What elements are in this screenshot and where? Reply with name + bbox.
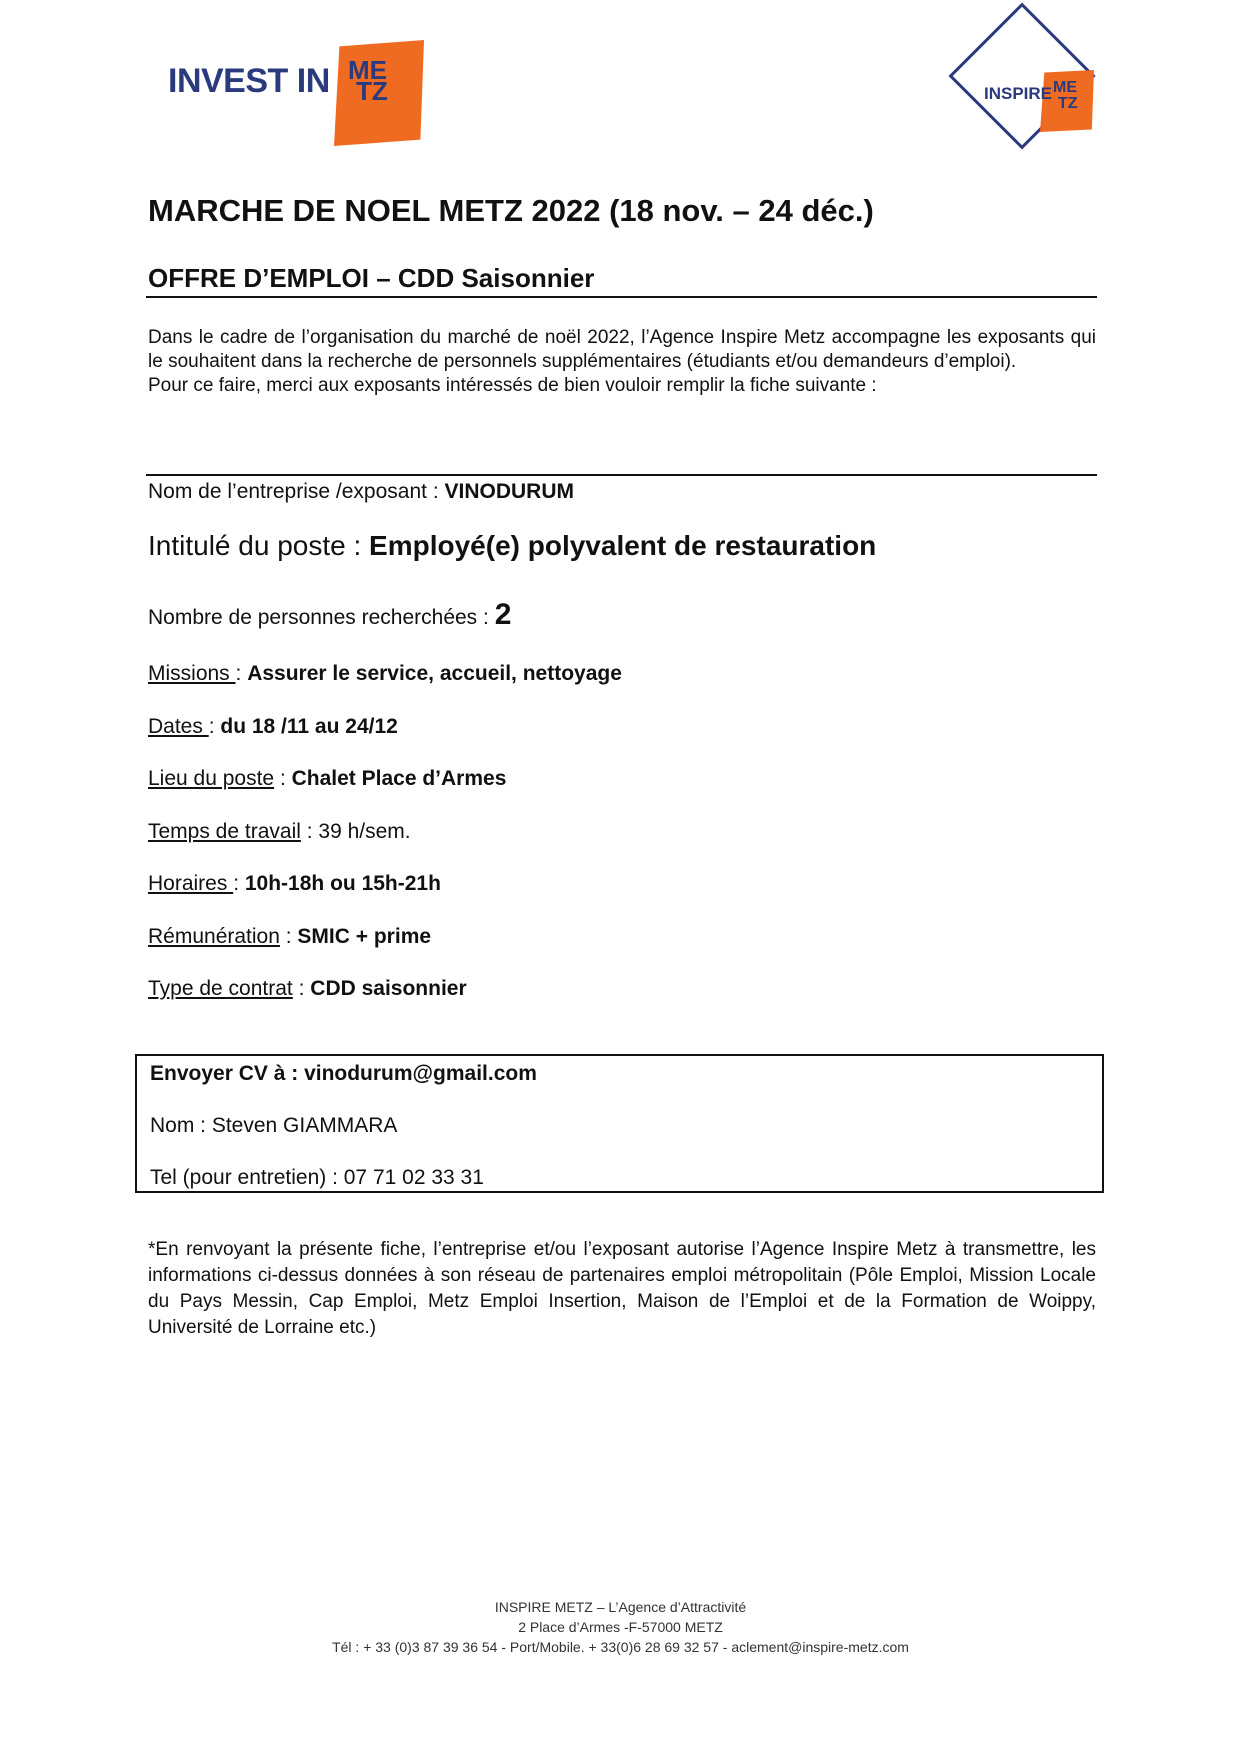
field-label: Temps de travail (148, 820, 301, 843)
logo-text: INSPIRE (984, 84, 1053, 103)
field-label: Type de contrat (148, 977, 293, 1000)
company-field (148, 480, 574, 504)
invest-in-metz-logo (168, 40, 428, 146)
contact-name: Nom : Steven GIAMMARA (150, 1114, 398, 1137)
contract-type-field: Type de contrat : CDD saisonnier (148, 977, 467, 1000)
footer-line: Tél : + 33 (0)3 87 39 36 54 - Port/Mobile. + 33(0)6 28 69 32 57 - aclement@inspire-metz.com (332, 1639, 909, 1655)
field-label: Intitulé du poste : (148, 530, 370, 561)
logo-text: INVEST IN (168, 62, 330, 100)
field-label: Missions (148, 662, 236, 685)
intro-text (148, 326, 1096, 398)
field-label: Lieu du poste (148, 767, 275, 790)
schedule-field: Horaires : 10h-18h ou 15h-21h (148, 872, 441, 895)
divider (146, 474, 1097, 476)
contact-phone: Tel (pour entretien) : 07 71 02 33 31 (150, 1166, 484, 1189)
intro-paragraph: Pour ce faire, merci aux exposants intéressés de bien vouloir remplir la fiche suivante : (148, 375, 877, 396)
field-label: Rémunération (148, 925, 280, 948)
field-label: Dates (148, 715, 209, 738)
field-label: Nom de l’entreprise /exposant : (148, 480, 445, 503)
footer (0, 1597, 1241, 1657)
work-time-value: 39 h/sem. (318, 820, 411, 843)
contact-box (135, 1054, 1104, 1193)
missions-value: Assurer le service, accueil, nettoyage (247, 662, 622, 685)
contract-type-value: CDD saisonnier (310, 977, 467, 1000)
count-field (148, 598, 511, 632)
document-title: MARCHE DE NOEL METZ 2022 (18 nov. – 24 déc.) (148, 193, 874, 228)
field-label: Horaires (148, 872, 234, 895)
work-time-field: Temps de travail : 39 h/sem. (148, 820, 411, 843)
job-title-field (148, 530, 876, 562)
schedule-value: 10h-18h ou 15h-21h (244, 872, 441, 895)
missions-field: Missions : Assurer le service, accueil, nettoyage (148, 662, 622, 685)
email-link[interactable]: vinodurum@gmail.com (304, 1062, 537, 1085)
send-cv-label: Envoyer CV à : (150, 1062, 305, 1085)
field-label: Nombre de personnes recherchées : (148, 606, 495, 629)
company-value: VINODURUM (444, 480, 574, 503)
dates-field: Dates : du 18 /11 au 24/12 (148, 715, 398, 738)
send-cv-line (150, 1062, 537, 1086)
footer-line: 2 Place d’Armes -F-57000 METZ (518, 1619, 723, 1635)
inspire-metz-logo (940, 4, 1100, 164)
dates-value: du 18 /11 au 24/12 (220, 715, 398, 738)
intro-paragraph: Dans le cadre de l’organisation du marché de noël 2022, l’Agence Inspire Metz accompagne les exposants qui le souhaitent dans la recherche de personnels supplémentaires (étudiants et/ou demandeurs d’emploi). (148, 327, 1096, 372)
divider (146, 296, 1097, 298)
job-title-value: Employé(e) polyvalent de restauration (369, 530, 877, 561)
count-value: 2 (494, 598, 512, 631)
logo-metz-text: ME TZ (1053, 79, 1078, 112)
disclaimer-text: *En renvoyant la présente fiche, l’entreprise et/ou l’exposant autorise l’Agence Inspire Metz à transmettre, les informations ci-dessus données à son réseau de partenaires emploi métropolitain (Pôle Emploi, Mission Locale du Pays Messin, Cap Emploi, Metz Emploi Insertion, Maison de l’Emploi et de la Formation de Woippy, Université de Lorraine etc.) (148, 1239, 1096, 1338)
footer-line: INSPIRE METZ – L’Agence d’Attractivité (494, 1599, 747, 1615)
document-subtitle: OFFRE D’EMPLOI – CDD Saisonnier (148, 263, 595, 293)
salary-value: SMIC + prime (297, 925, 432, 948)
location-value: Chalet Place d’Armes (291, 767, 507, 790)
location-field: Lieu du poste : Chalet Place d’Armes (148, 767, 507, 790)
salary-field: Rémunération : SMIC + prime (148, 925, 432, 948)
logo-metz-text: ME TZ (348, 55, 388, 106)
